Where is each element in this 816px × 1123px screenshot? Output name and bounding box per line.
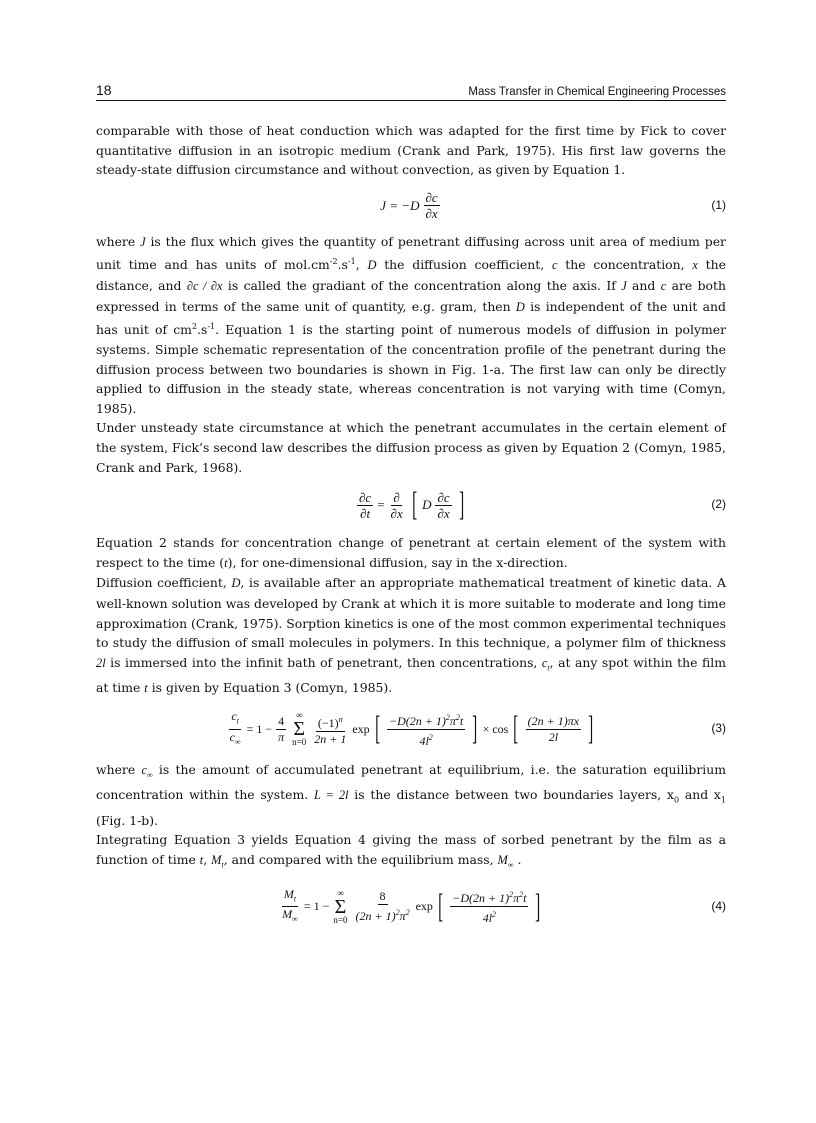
eq2-inner: D bbox=[422, 497, 432, 513]
text: .s bbox=[197, 322, 208, 338]
sup: 2 bbox=[428, 732, 433, 742]
text: c bbox=[229, 729, 235, 744]
text: π bbox=[449, 713, 456, 728]
eq3-f-den: 2n + 1 bbox=[314, 731, 347, 746]
symbol-D: D bbox=[515, 299, 525, 314]
eq3-part1: = 1 − bbox=[246, 721, 273, 736]
sub: t bbox=[221, 860, 224, 870]
text: is the distance between two boundaries layers, x bbox=[354, 787, 674, 803]
paragraph-5 bbox=[96, 573, 726, 698]
sup: 2 bbox=[395, 908, 400, 918]
eq1-den: ∂x bbox=[425, 206, 438, 222]
text: is the amount of accumulated penetrant at equilibrium, i.e. the saturation equilibrium concentration within the system. bbox=[96, 762, 726, 803]
symbol-2l: 2l bbox=[96, 655, 106, 670]
sub: ∞ bbox=[292, 914, 298, 924]
symbol-t: t bbox=[199, 852, 204, 867]
eq1-lhs: J = −D bbox=[380, 197, 420, 213]
sum-top: ∞ bbox=[296, 710, 303, 721]
text: c bbox=[541, 655, 548, 670]
text: π bbox=[513, 891, 520, 906]
text: (Fig. 1-b). bbox=[96, 812, 158, 828]
body-text bbox=[96, 121, 726, 933]
text: π bbox=[399, 909, 406, 924]
eq4-e-den bbox=[481, 907, 498, 926]
eq4-lhs-den bbox=[280, 907, 300, 926]
sup: 2 bbox=[445, 712, 450, 722]
sup: n bbox=[338, 714, 343, 724]
sup: 2 bbox=[405, 908, 410, 918]
symbol-gradient: ∂c / ∂x bbox=[186, 279, 223, 294]
eq3-e-den bbox=[417, 730, 434, 749]
text: Diffusion coefficient, bbox=[96, 575, 227, 591]
sub: 0 bbox=[673, 795, 680, 805]
text: the diffusion coefficient, bbox=[384, 257, 545, 273]
equation-number: (4) bbox=[711, 898, 726, 913]
text: −D(2n + 1) bbox=[389, 713, 446, 728]
text: M bbox=[211, 852, 222, 867]
eq2-in-den: ∂x bbox=[437, 505, 450, 521]
eq1-num: ∂c bbox=[425, 190, 438, 206]
equation-number: (3) bbox=[711, 721, 726, 736]
sup: 2 bbox=[191, 322, 198, 332]
paragraph-2 bbox=[96, 232, 726, 419]
eq3-f-num bbox=[316, 712, 345, 732]
eq2-in-num: ∂c bbox=[437, 489, 450, 505]
text: are both expressed in terms of the same unit of quantity, e.g. gram, then bbox=[96, 278, 726, 314]
text: , is available after an appropriate mathematical treatment of kinetic data. A well-known solution was developed by Crank at which it is more suitable to moderate and long time approximation (Crank, 1975). Sorption kinetics is one of the most common experimental techniques to study the diffusion of small molecules in polymers. In this technique, a polymer film of thickness bbox=[96, 575, 726, 651]
eq3-lhs-den bbox=[228, 730, 243, 749]
eq2-mid-num: ∂ bbox=[393, 489, 400, 505]
text: Equation 2 stands for concentration change of penetrant at certain element of the system with respect to the time ( bbox=[96, 535, 726, 570]
text: (−1) bbox=[317, 715, 339, 730]
text: Integrating Equation 3 yields Equation 4 giving the mass of sorbed penetrant by the film as a function of time bbox=[96, 832, 726, 867]
text: M bbox=[282, 907, 293, 922]
text: where bbox=[96, 762, 136, 778]
text: the concentration, bbox=[565, 257, 685, 273]
eq3-exp: exp bbox=[352, 721, 370, 736]
paragraph-6 bbox=[96, 760, 726, 830]
text: (2n + 1) bbox=[355, 909, 396, 924]
text: is called the gradiant of the concentration along the axis. If bbox=[227, 278, 616, 294]
symbol-Mt bbox=[211, 852, 224, 870]
eq3-times-cos: × cos bbox=[482, 721, 509, 736]
equation-4: $\frac{M_t}{M_\infty}$ = 1 − ∞ Σ n=0 $\frac{8}{(2n + 1)^2\pi^2}$ exp [ $\frac{-D(2n + 1)^2\pi^2t}{4l^2}$ ] (4) bbox=[282, 886, 726, 926]
text: is immersed into the infinit bath of penetrant, then concentrations, bbox=[110, 654, 538, 670]
sum-bottom: n=0 bbox=[292, 737, 307, 748]
equation-3: $\frac{c_t}{c_\infty}$ = 1 − $\frac{4}{\pi}$ ∞ Σ n=0 $\frac{(-1)^n}{2n + 1}$ exp [ $\frac{-D(2n + 1)^2\pi^2t}{4l^2}$ ] × cos [ $\frac{(2n + 1)\pi x}{2l}$ ] (3) bbox=[229, 709, 726, 748]
page bbox=[96, 78, 726, 939]
equation-2: $\frac{\partial c}{\partial t}$ = $\frac{\partial}{\partial x}$ [ D $\frac{\partial c}{\partial x}$ ] (2) bbox=[359, 486, 726, 524]
eq4-e-num bbox=[450, 887, 528, 907]
symbol-J: J bbox=[140, 234, 146, 249]
eq3-four: 4 bbox=[278, 713, 285, 728]
sum-top: ∞ bbox=[337, 887, 344, 898]
text: , bbox=[203, 851, 208, 867]
symbol-D: D bbox=[367, 258, 377, 273]
text: . Equation 1 is the starting point of numerous models of diffusion in polymer systems. Simple schematic representation of the concentration profile of the penetrant during the diffusion process between two boundaries is shown in Fig. 1-a. The first law can only be directly applied to diffusion in the steady state, whereas concentration is not varying with time (Comyn, 1985). bbox=[96, 322, 726, 416]
sub: t bbox=[293, 894, 297, 904]
running-title: Mass Transfer in Chemical Engineering Processes bbox=[468, 86, 726, 98]
text: ), for one-dimensional diffusion, say in the x-direction. bbox=[227, 554, 568, 570]
eq2-lhs-den: ∂t bbox=[360, 505, 371, 521]
text: t bbox=[459, 713, 464, 728]
eq3-pi: π bbox=[278, 729, 285, 744]
text: , at any spot within the film at time bbox=[96, 654, 726, 695]
text: the distance, and bbox=[96, 257, 726, 294]
eq4-exp: exp bbox=[415, 898, 433, 913]
sup: -1 bbox=[207, 322, 216, 332]
sub: t bbox=[236, 716, 239, 726]
text: t bbox=[523, 891, 527, 906]
paragraph-4 bbox=[96, 533, 726, 573]
eq4-part1: = 1 − bbox=[303, 898, 330, 913]
eq4-f-num: 8 bbox=[379, 889, 386, 904]
sup: -2 bbox=[329, 257, 338, 267]
text: is the flux which gives the quantity of penetrant diffusing across unit area of medium per unit time and has units of mol.cm bbox=[96, 233, 726, 273]
paragraph-1: comparable with those of heat conduction which was adapted for the first time by Fick to cover quantitative diffusion in an isotropic medium (Crank and Park, 1975). His first law governs the steady-state diffusion circumstance and without convection, as given by Equation 1. bbox=[96, 123, 726, 178]
sup: 2 bbox=[492, 910, 497, 920]
eq2-mid-den: ∂x bbox=[390, 505, 403, 521]
text: −D(2n + 1) bbox=[452, 891, 510, 906]
symbol-c: c bbox=[660, 279, 667, 294]
paragraph-7: Integrating Equation 3 yields Equation 4 giving the mass of sorbed penetrant by the film as a function of time t, $M_t$, and compared with the equilibrium mass, $M_\infty$ . bbox=[96, 832, 726, 870]
sup: -1 bbox=[347, 257, 356, 267]
sub: t bbox=[547, 663, 550, 673]
symbol-M-inf bbox=[497, 852, 514, 870]
sub: ∞ bbox=[146, 770, 153, 780]
eq3-cos-num: (2n + 1)πx bbox=[527, 713, 580, 728]
sub: ∞ bbox=[507, 860, 514, 870]
sub: 1 bbox=[720, 795, 726, 805]
eq3-lhs-num bbox=[229, 709, 241, 729]
symbol-c: c bbox=[551, 258, 558, 273]
symbol-J: J bbox=[621, 279, 627, 294]
text: 4l bbox=[419, 733, 429, 748]
symbol-D: D bbox=[231, 576, 241, 591]
text: c bbox=[141, 763, 147, 778]
eq4-lhs-num bbox=[282, 887, 298, 907]
symbol-x: x bbox=[692, 258, 698, 273]
page-number: 18 bbox=[96, 82, 112, 98]
symbol-t: t bbox=[144, 680, 148, 695]
text: is independent of the unit and has unit of cm bbox=[96, 298, 726, 338]
eq2-equals: = bbox=[377, 497, 385, 513]
text: .s bbox=[337, 257, 348, 273]
text: c bbox=[231, 709, 237, 724]
eq3-e-num bbox=[387, 710, 465, 730]
sub: ∞ bbox=[234, 737, 241, 747]
equation-1 bbox=[96, 186, 726, 226]
text: where bbox=[96, 233, 136, 249]
text: and bbox=[632, 278, 656, 294]
eq4-f-den bbox=[354, 905, 412, 924]
text: M bbox=[283, 886, 294, 901]
text: is given by Equation 3 (Comyn, 1985). bbox=[151, 679, 393, 695]
text: , and compared with the equilibrium mass, bbox=[223, 851, 494, 867]
equation-number: (1) bbox=[711, 197, 726, 212]
sup: 2 bbox=[455, 712, 460, 722]
symbol-L: L = 2l bbox=[313, 788, 349, 803]
text: , bbox=[355, 257, 360, 273]
symbol-c-inf bbox=[141, 763, 153, 780]
symbol-t: t bbox=[224, 555, 228, 570]
sup: 2 bbox=[519, 890, 524, 900]
text: and x bbox=[684, 787, 721, 803]
text: M bbox=[497, 852, 508, 867]
paragraph-3: Under unsteady state circumstance at which the penetrant accumulates in the certain element of the system, Fick’s second law describes the diffusion process as given by Equation 2 (Comyn, 1985, Crank and Park, 1968). bbox=[96, 420, 726, 475]
sum-bottom: n=0 bbox=[333, 914, 348, 925]
symbol-ct bbox=[541, 655, 550, 673]
eq3-cos-den: 2l bbox=[548, 729, 559, 744]
sup: 2 bbox=[509, 890, 514, 900]
equation-number: (2) bbox=[711, 497, 726, 512]
running-header bbox=[96, 78, 726, 101]
eq2-lhs-num: ∂c bbox=[359, 489, 372, 505]
text: 4l bbox=[482, 911, 493, 926]
